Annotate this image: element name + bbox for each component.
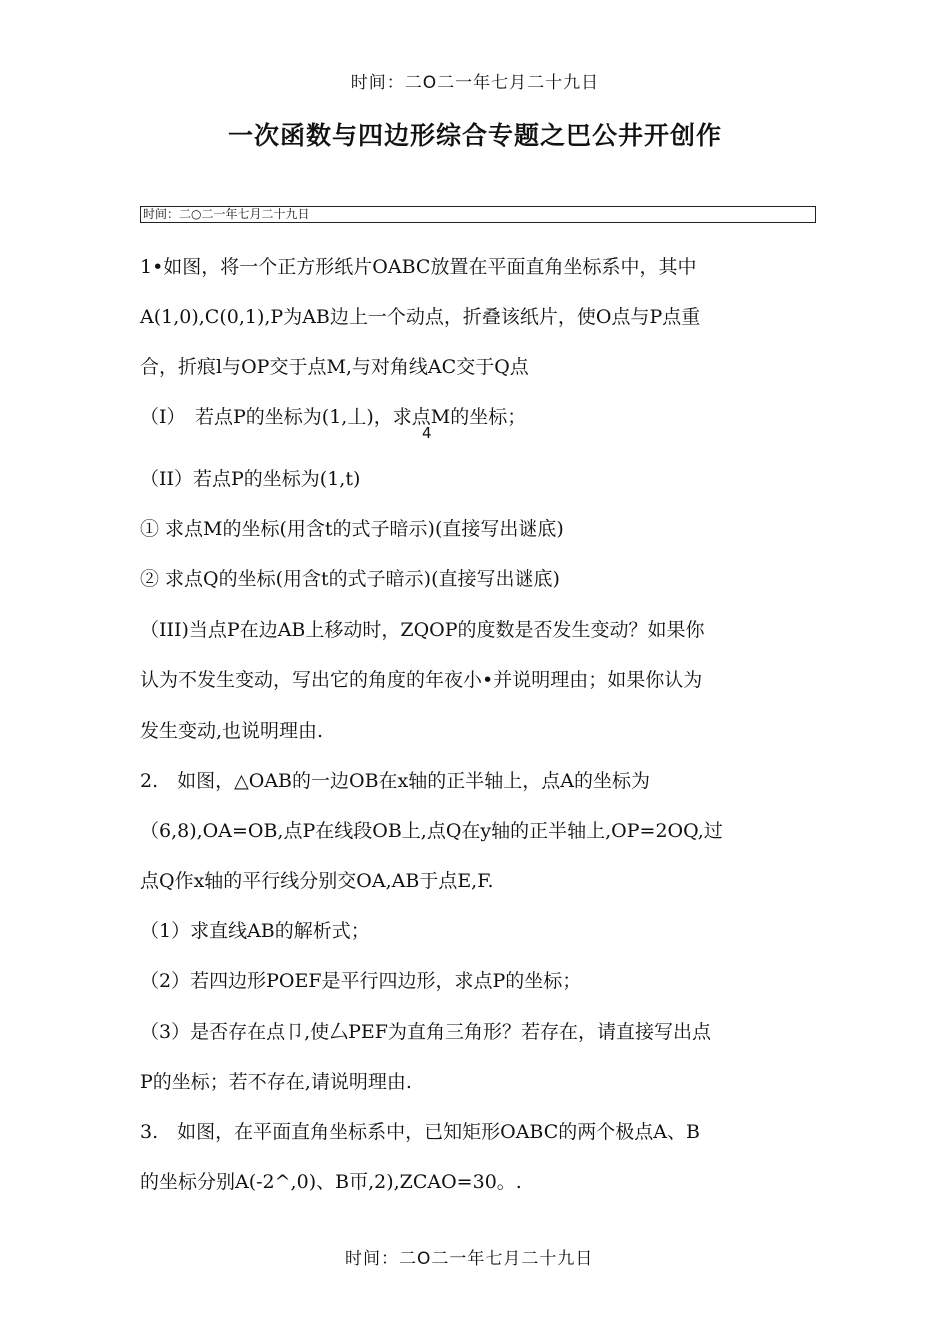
text-line: 2. 如图，△OAB的一边OB在x轴的正半轴上，点A的坐标为 (140, 770, 650, 792)
text-line: 合，折痕l与OP交于点M,与对角线AC交于Q点 (140, 356, 529, 378)
text-line: （6,8),OA=OB,点P在线段OB上,点Q在y轴的正半轴上,OP=2OQ,过 (140, 820, 723, 842)
text-line: ② 求点Q的坐标(用含t的式子暗示)(直接写出谜底) (140, 568, 560, 590)
text-line: （III)当点P在边AB上移动时，ZQOP的度数是否发生变动？如果你 (140, 619, 705, 641)
footer-date: 时间：二O二一年七月二十九日 (345, 1249, 594, 1269)
text-line: ① 求点M的坐标(用含t的式子暗示)(直接写出谜底) (140, 518, 564, 540)
text-line: 的坐标分别A(-2^,0)、B帀,2),ZCAO=30。. (140, 1171, 522, 1193)
text-line: （2）若四边形POEF是平行四边形，求点P的坐标； (140, 970, 582, 992)
text-line: （I） 若点P的坐标为(1,丄)，求点M的坐标； (140, 406, 527, 428)
text-line: 点Q作x轴的平行线分别交OA,AB于点E,F. (140, 870, 494, 892)
date-box: 时间：二○二一年七月二十九日 (140, 206, 816, 223)
text-line: P的坐标；若不存在,请说明理由. (140, 1071, 412, 1093)
text-line: 发生变动,也说明理由. (140, 720, 324, 742)
text-line: 1•如图，将一个正方形纸片OABC放置在平面直角坐标系中，其中 (140, 256, 697, 278)
text-line: 3. 如图，在平面直角坐标系中，已知矩形OABC的两个极点A、B (140, 1121, 700, 1143)
fraction-denominator: 4 (422, 424, 432, 442)
header-date: 时间：二O二一年七月二十九日 (350, 73, 600, 93)
text-line: A(1,0),C(0,1),P为AB边上一个动点，折叠该纸片，使O点与P点重 (140, 306, 701, 328)
text-line: （3）是否存在点卩,使厶PEF为直角三角形？若存在，请直接写出点 (140, 1021, 711, 1043)
text-line: （1）求直线AB的解析式； (140, 920, 370, 942)
text-line: 认为不发生变动，写出它的角度的年夜小•并说明理由；如果你认为 (140, 669, 703, 691)
document-title: 一次函数与四边形综合专题之巴公井开创作 (227, 121, 722, 150)
text-line: （II）若点P的坐标为(1,t) (140, 468, 361, 490)
